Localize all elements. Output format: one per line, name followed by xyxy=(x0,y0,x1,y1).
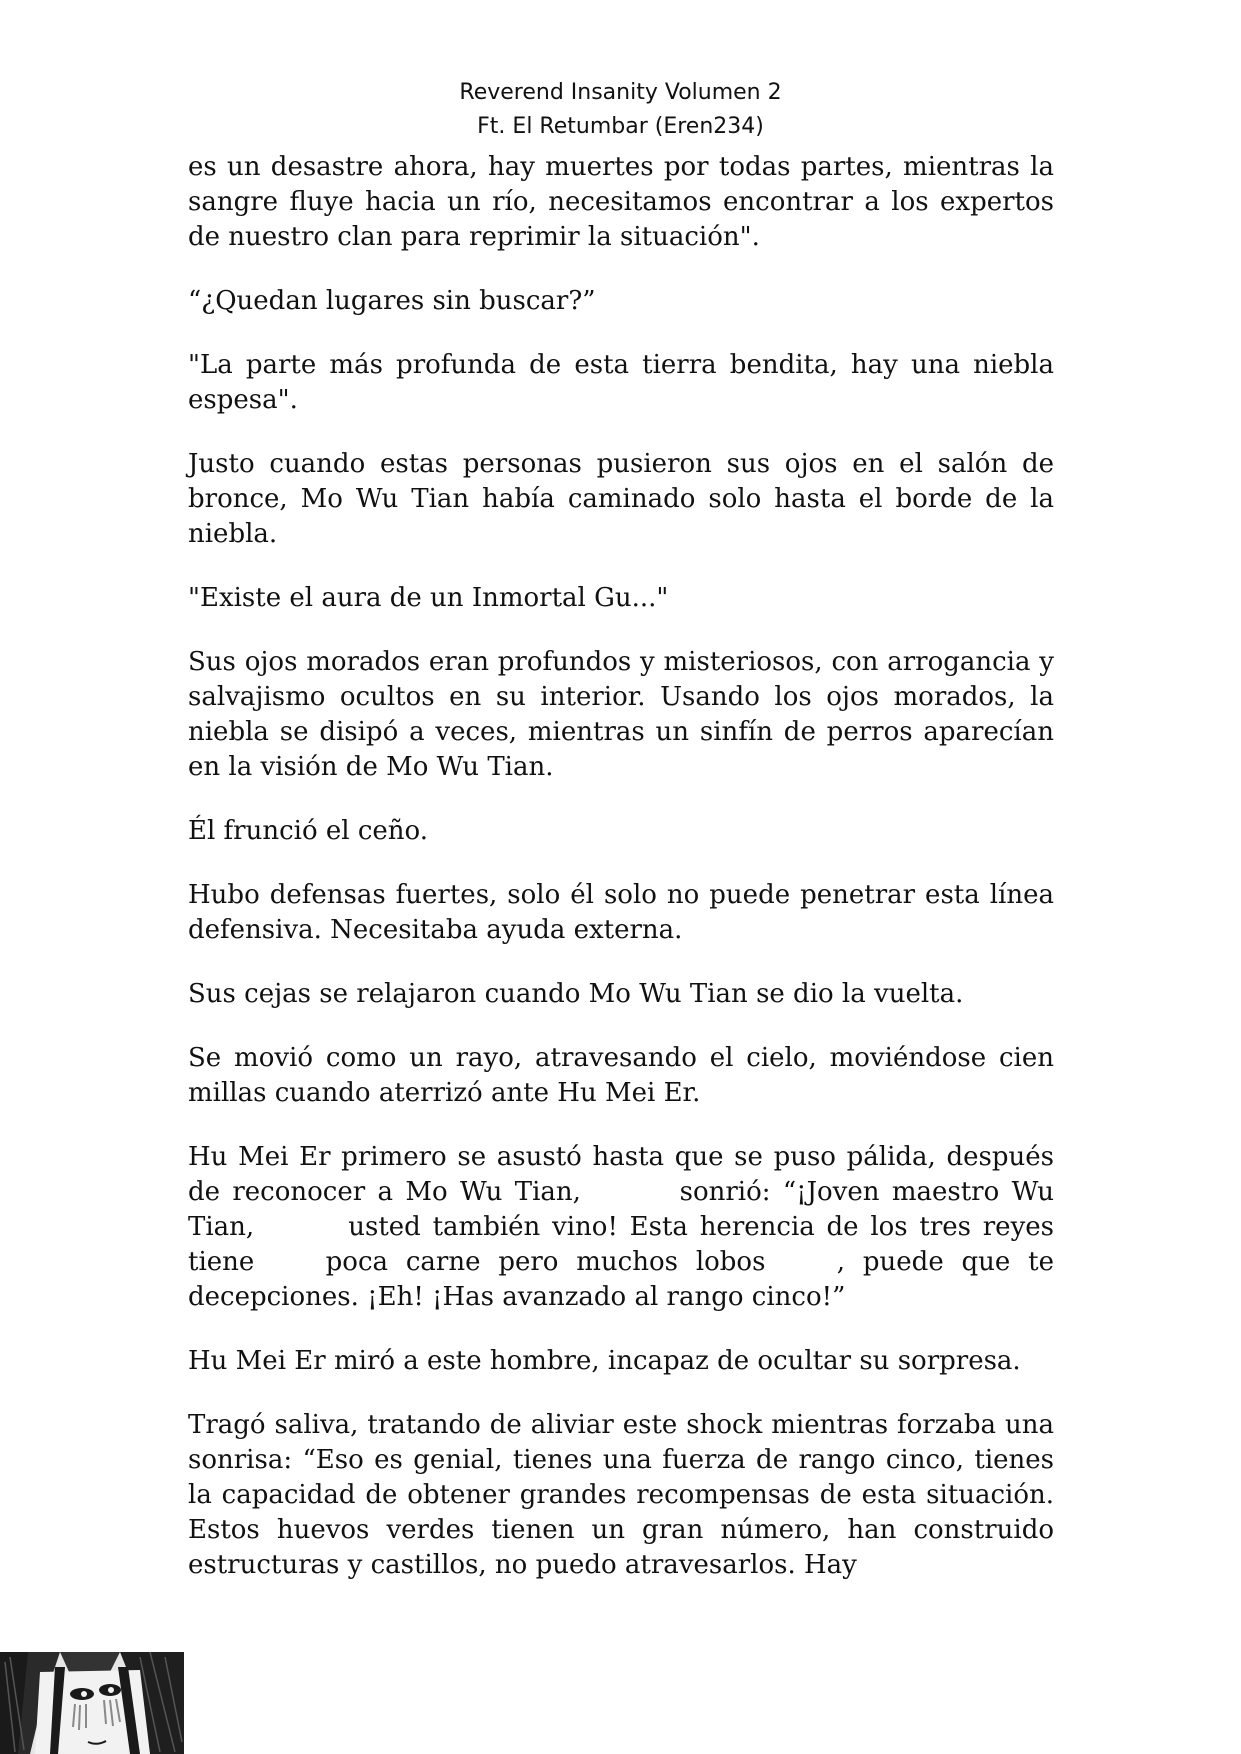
paragraph-7: Él frunció el ceño. xyxy=(188,816,429,846)
paragraph-1: es un desastre ahora, hay muertes por todas partes, mientras la sangre fluye hacia un río, necesitamos encontrar a los expertos de nuestro clan para reprimir la situación". xyxy=(188,152,1054,252)
paragraph-10: Se movió como un rayo, atravesando el cielo, moviéndose cien millas cuando aterrizó ante Hu Mei Er. xyxy=(188,1043,1054,1108)
paragraph-8: Hubo defensas fuertes, solo él solo no puede penetrar esta línea defensiva. Necesitaba ayuda externa. xyxy=(188,880,1054,945)
paragraph-12: Hu Mei Er miró a este hombre, incapaz de ocultar su sorpresa. xyxy=(188,1346,1021,1376)
paragraph-9: Sus cejas se relajaron cuando Mo Wu Tian se dio la vuelta. xyxy=(188,979,964,1009)
paragraph-11: Hu Mei Er primero se asustó hasta que se puso pálida, después de reconocer a Mo Wu Tian, sonrió: “¡Joven maestro Wu Tian, usted también vino! Esta herencia de los tres reyes tiene poca carne pero muchos lobos , puede que te decepciones. ¡Eh! ¡Has avanzado al rango cinco!” xyxy=(188,1142,1063,1312)
page-header xyxy=(0,76,1241,144)
anime-character-portrait-logo-icon xyxy=(0,1652,184,1754)
document-body xyxy=(188,150,1063,1583)
paragraph-4: Justo cuando estas personas pusieron sus ojos en el salón de bronce, Mo Wu Tian había caminado solo hasta el borde de la niebla. xyxy=(188,449,1054,549)
paragraph-2: “¿Quedan lugares sin buscar?” xyxy=(188,286,596,316)
paragraph-13: Tragó saliva, tratando de aliviar este shock mientras forzaba una sonrisa: “Eso es genial, tienes una fuerza de rango cinco, tienes la capacidad de obtener grandes recompensas de esta situación. Estos huevos verdes tienen un gran número, han construido estructuras y castillos, no puedo atravesarlos. Hay xyxy=(188,1410,1054,1580)
paragraph-5: "Existe el aura de un Inmortal Gu..." xyxy=(188,583,669,613)
header-title: Reverend Insanity Volumen 2 xyxy=(459,80,782,105)
header-subtitle: Ft. El Retumbar (Eren234) xyxy=(477,114,764,139)
paragraph-6: Sus ojos morados eran profundos y misteriosos, con arrogancia y salvajismo ocultos en su interior. Usando los ojos morados, la niebla se disipó a veces, mientras un sinfín de perros aparecían en la visión de Mo Wu Tian. xyxy=(188,647,1054,782)
paragraph-3: "La parte más profunda de esta tierra bendita, hay una niebla espesa". xyxy=(188,350,1054,415)
